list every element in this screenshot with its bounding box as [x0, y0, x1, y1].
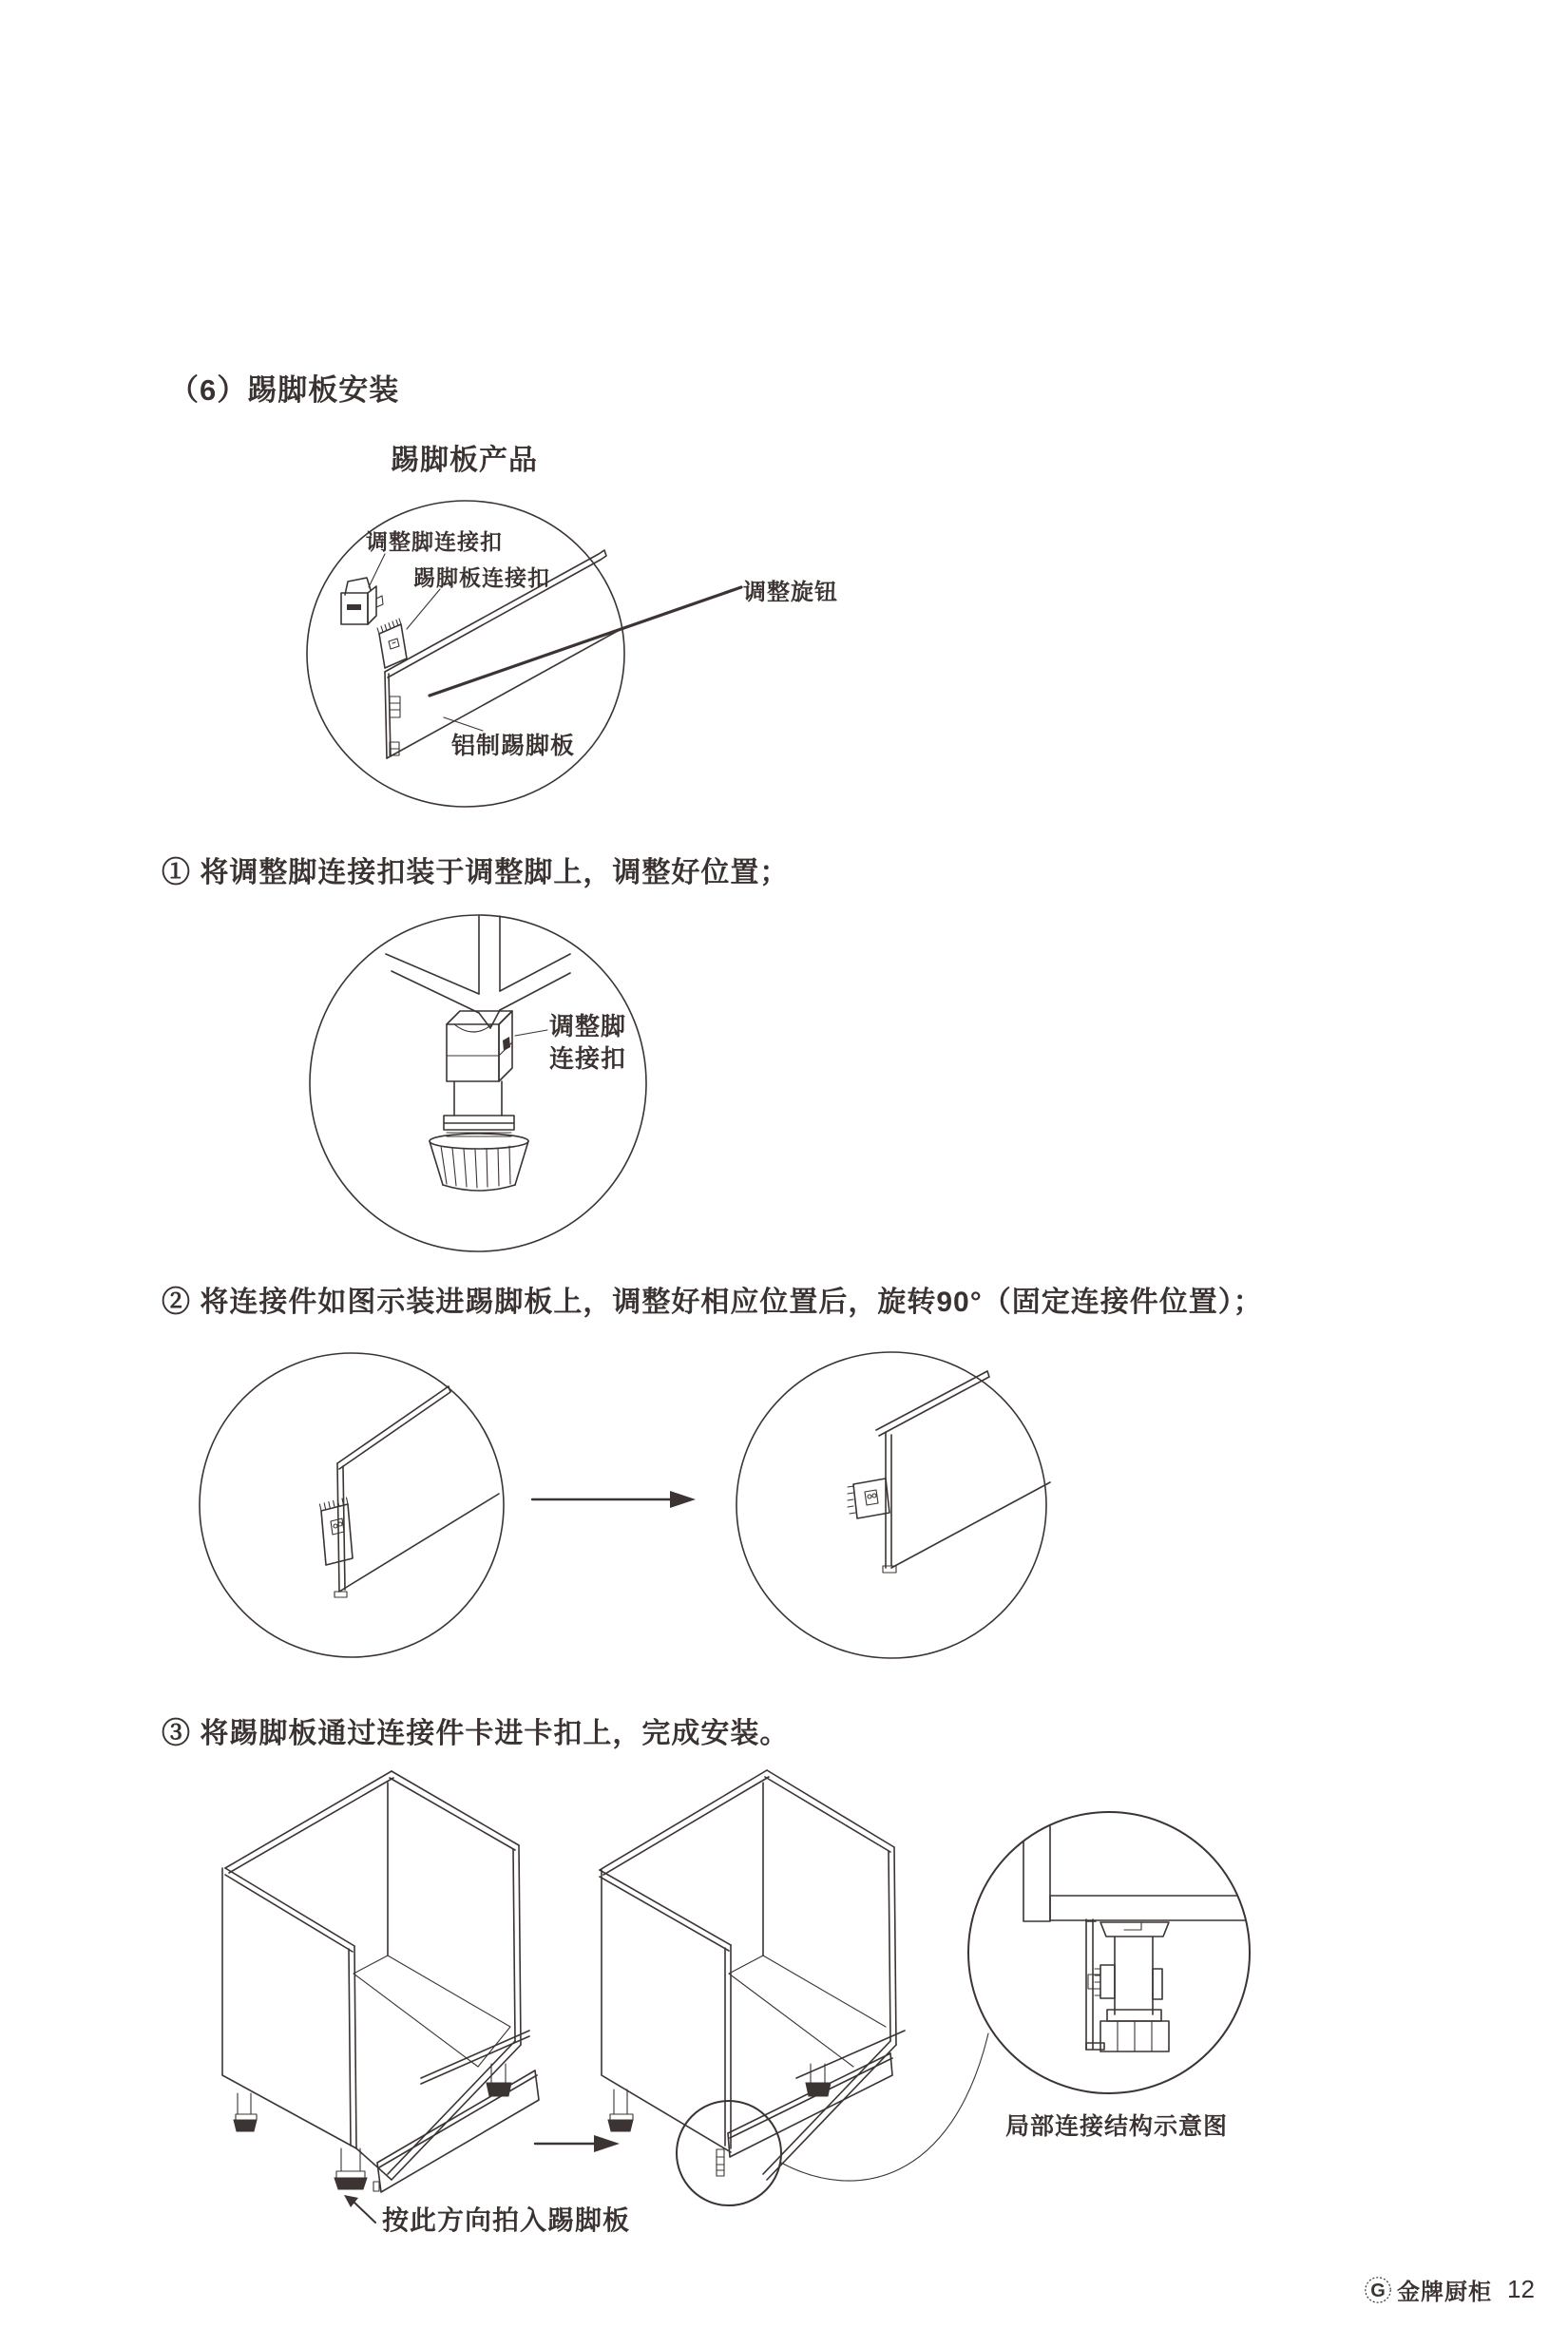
cabinet-left: [222, 1771, 539, 2223]
step-1-text: [162, 857, 789, 890]
step-1-body: 将调整脚连接扣装于调整脚上，调整好位置；: [200, 857, 790, 888]
label-detail-title: 局部连接结构示意图: [1005, 2113, 1229, 2140]
step1-diagram-art: [304, 910, 656, 1260]
detail-circle: [968, 1798, 1299, 2093]
step-3-text: [162, 1718, 789, 1751]
cabinet-right: [600, 1770, 988, 2205]
step3-diagram-art: [133, 1760, 1330, 2235]
label-adjust-foot-clip-line1: 调整脚: [549, 1012, 627, 1040]
label-kickboard-clip: 踢脚板连接扣: [413, 565, 550, 590]
label-adjust-knob: 调整旋钮: [743, 580, 838, 605]
label-adjust-foot-clip-line2: 连接扣: [549, 1044, 627, 1073]
label-adjust-foot-clip: 调整脚连接扣: [366, 529, 503, 554]
product-diagram-art: [285, 480, 817, 860]
step-3-body: 将踢脚板通过连接件卡进卡扣上，完成安装。: [200, 1718, 790, 1749]
brand-name: 金牌厨柜: [1397, 2280, 1492, 2305]
page-number: 12: [1507, 2275, 1535, 2303]
step2-diagram-art: [190, 1345, 1064, 1668]
label-push-direction: 按此方向拍入踢脚板: [382, 2205, 631, 2235]
section-title: （6）踢脚板安装: [169, 373, 400, 407]
label-aluminum-kickboard: 铝制踢脚板: [451, 733, 576, 759]
logo-letter: G: [1370, 2280, 1386, 2301]
step-2-number: ②: [162, 1287, 191, 1318]
step-1-number: ①: [162, 857, 191, 888]
footer: [1363, 2273, 1535, 2306]
brand-logo-icon: [1363, 2275, 1393, 2305]
step-2-text: [162, 1287, 1263, 1320]
step-3-number: ③: [162, 1718, 191, 1749]
product-diagram-caption: 踢脚板产品: [391, 445, 538, 476]
step-2-body: 将连接件如图示装进踢脚板上，调整好相应位置后，旋转90°（固定连接件位置）；: [200, 1287, 1263, 1318]
